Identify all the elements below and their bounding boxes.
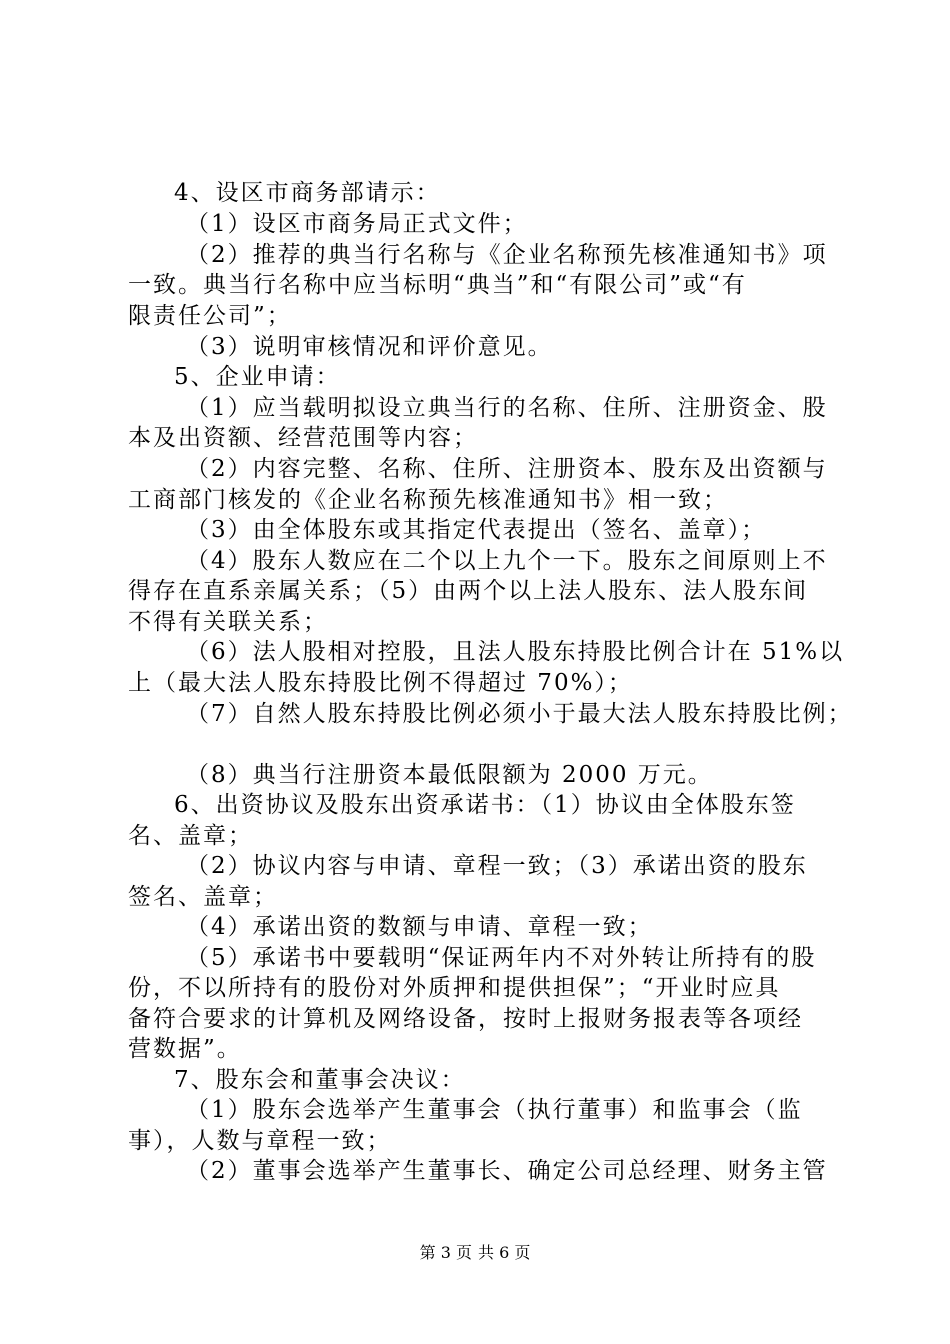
text-line: （3）由全体股东或其指定代表提出（签名、盖章）； <box>186 517 767 543</box>
text-line: （7）自然人股东持股比例必须小于最大法人股东持股比例； <box>186 701 853 727</box>
text-line: 事），人数与章程一致； <box>128 1128 392 1154</box>
text-line: （2）推荐的典当行名称与《企业名称预先核准通知书》项 <box>186 242 828 268</box>
text-line: （8）典当行注册资本最低限额为 2000 万元。 <box>186 762 713 788</box>
text-line: （1）应当载明拟设立典当行的名称、住所、注册资金、股 <box>186 395 828 421</box>
text-line: 限责任公司”； <box>128 303 292 329</box>
text-line: 营数据”。 <box>128 1036 242 1062</box>
text-line: 得存在直系亲属关系；（5）由两个以上法人股东、法人股东间 <box>128 578 809 604</box>
text-line: 上（最大法人股东持股比例不得超过 70%）； <box>128 670 633 696</box>
page-footer <box>0 1243 950 1263</box>
text-line: （2）协议内容与申请、章程一致；（3）承诺出资的股东 <box>186 853 808 879</box>
text-line: 5、企业申请： <box>174 364 341 390</box>
text-line: 份，不以所持有的股份对外质押和提供担保”；“开业时应具 <box>128 975 781 1001</box>
text-line: 不得有关联关系； <box>128 609 328 635</box>
text-line: 本及出资额、经营范围等内容； <box>128 425 478 451</box>
text-line: 4、设区市商务部请示： <box>174 180 441 206</box>
text-line: 名、盖章； <box>128 823 253 849</box>
text-line: 备符合要求的计算机及网络设备，按时上报财务报表等各项经 <box>128 1006 803 1032</box>
text-line: （2）内容完整、名称、住所、注册资本、股东及出资额与 <box>186 456 828 482</box>
text-line: （5）承诺书中要载明“保证两年内不对外转让所持有的股 <box>186 945 817 971</box>
text-line: （2）董事会选举产生董事长、确定公司总经理、财务主管 <box>186 1158 828 1184</box>
text-line: （6）法人股相对控股，且法人股东持股比例合计在 51%以 <box>186 639 845 665</box>
page-number: 第 3 页 <box>419 1243 472 1262</box>
text-line: 7、股东会和董事会决议： <box>174 1067 466 1093</box>
text-line: 6、出资协议及股东出资承诺书：（1）协议由全体股东签 <box>174 792 796 818</box>
text-line: 工商部门核发的《企业名称预先核准通知书》相一致； <box>128 487 728 513</box>
text-line: （3）说明审核情况和评价意见。 <box>186 334 553 360</box>
text-line: （4）承诺出资的数额与申请、章程一致； <box>186 914 653 940</box>
text-line: （4）股东人数应在二个以上九个一下。股东之间原则上不 <box>186 548 828 574</box>
text-line: （1）设区市商务局正式文件； <box>186 211 528 237</box>
text-line: 签名、盖章； <box>128 884 278 910</box>
text-line: （1）股东会选举产生董事会（执行董事）和监事会（监 <box>186 1097 803 1123</box>
page-total: 共 6 页 <box>478 1243 531 1262</box>
text-line: 一致。典当行名称中应当标明“典当”和“有限公司”或“有 <box>128 272 747 298</box>
